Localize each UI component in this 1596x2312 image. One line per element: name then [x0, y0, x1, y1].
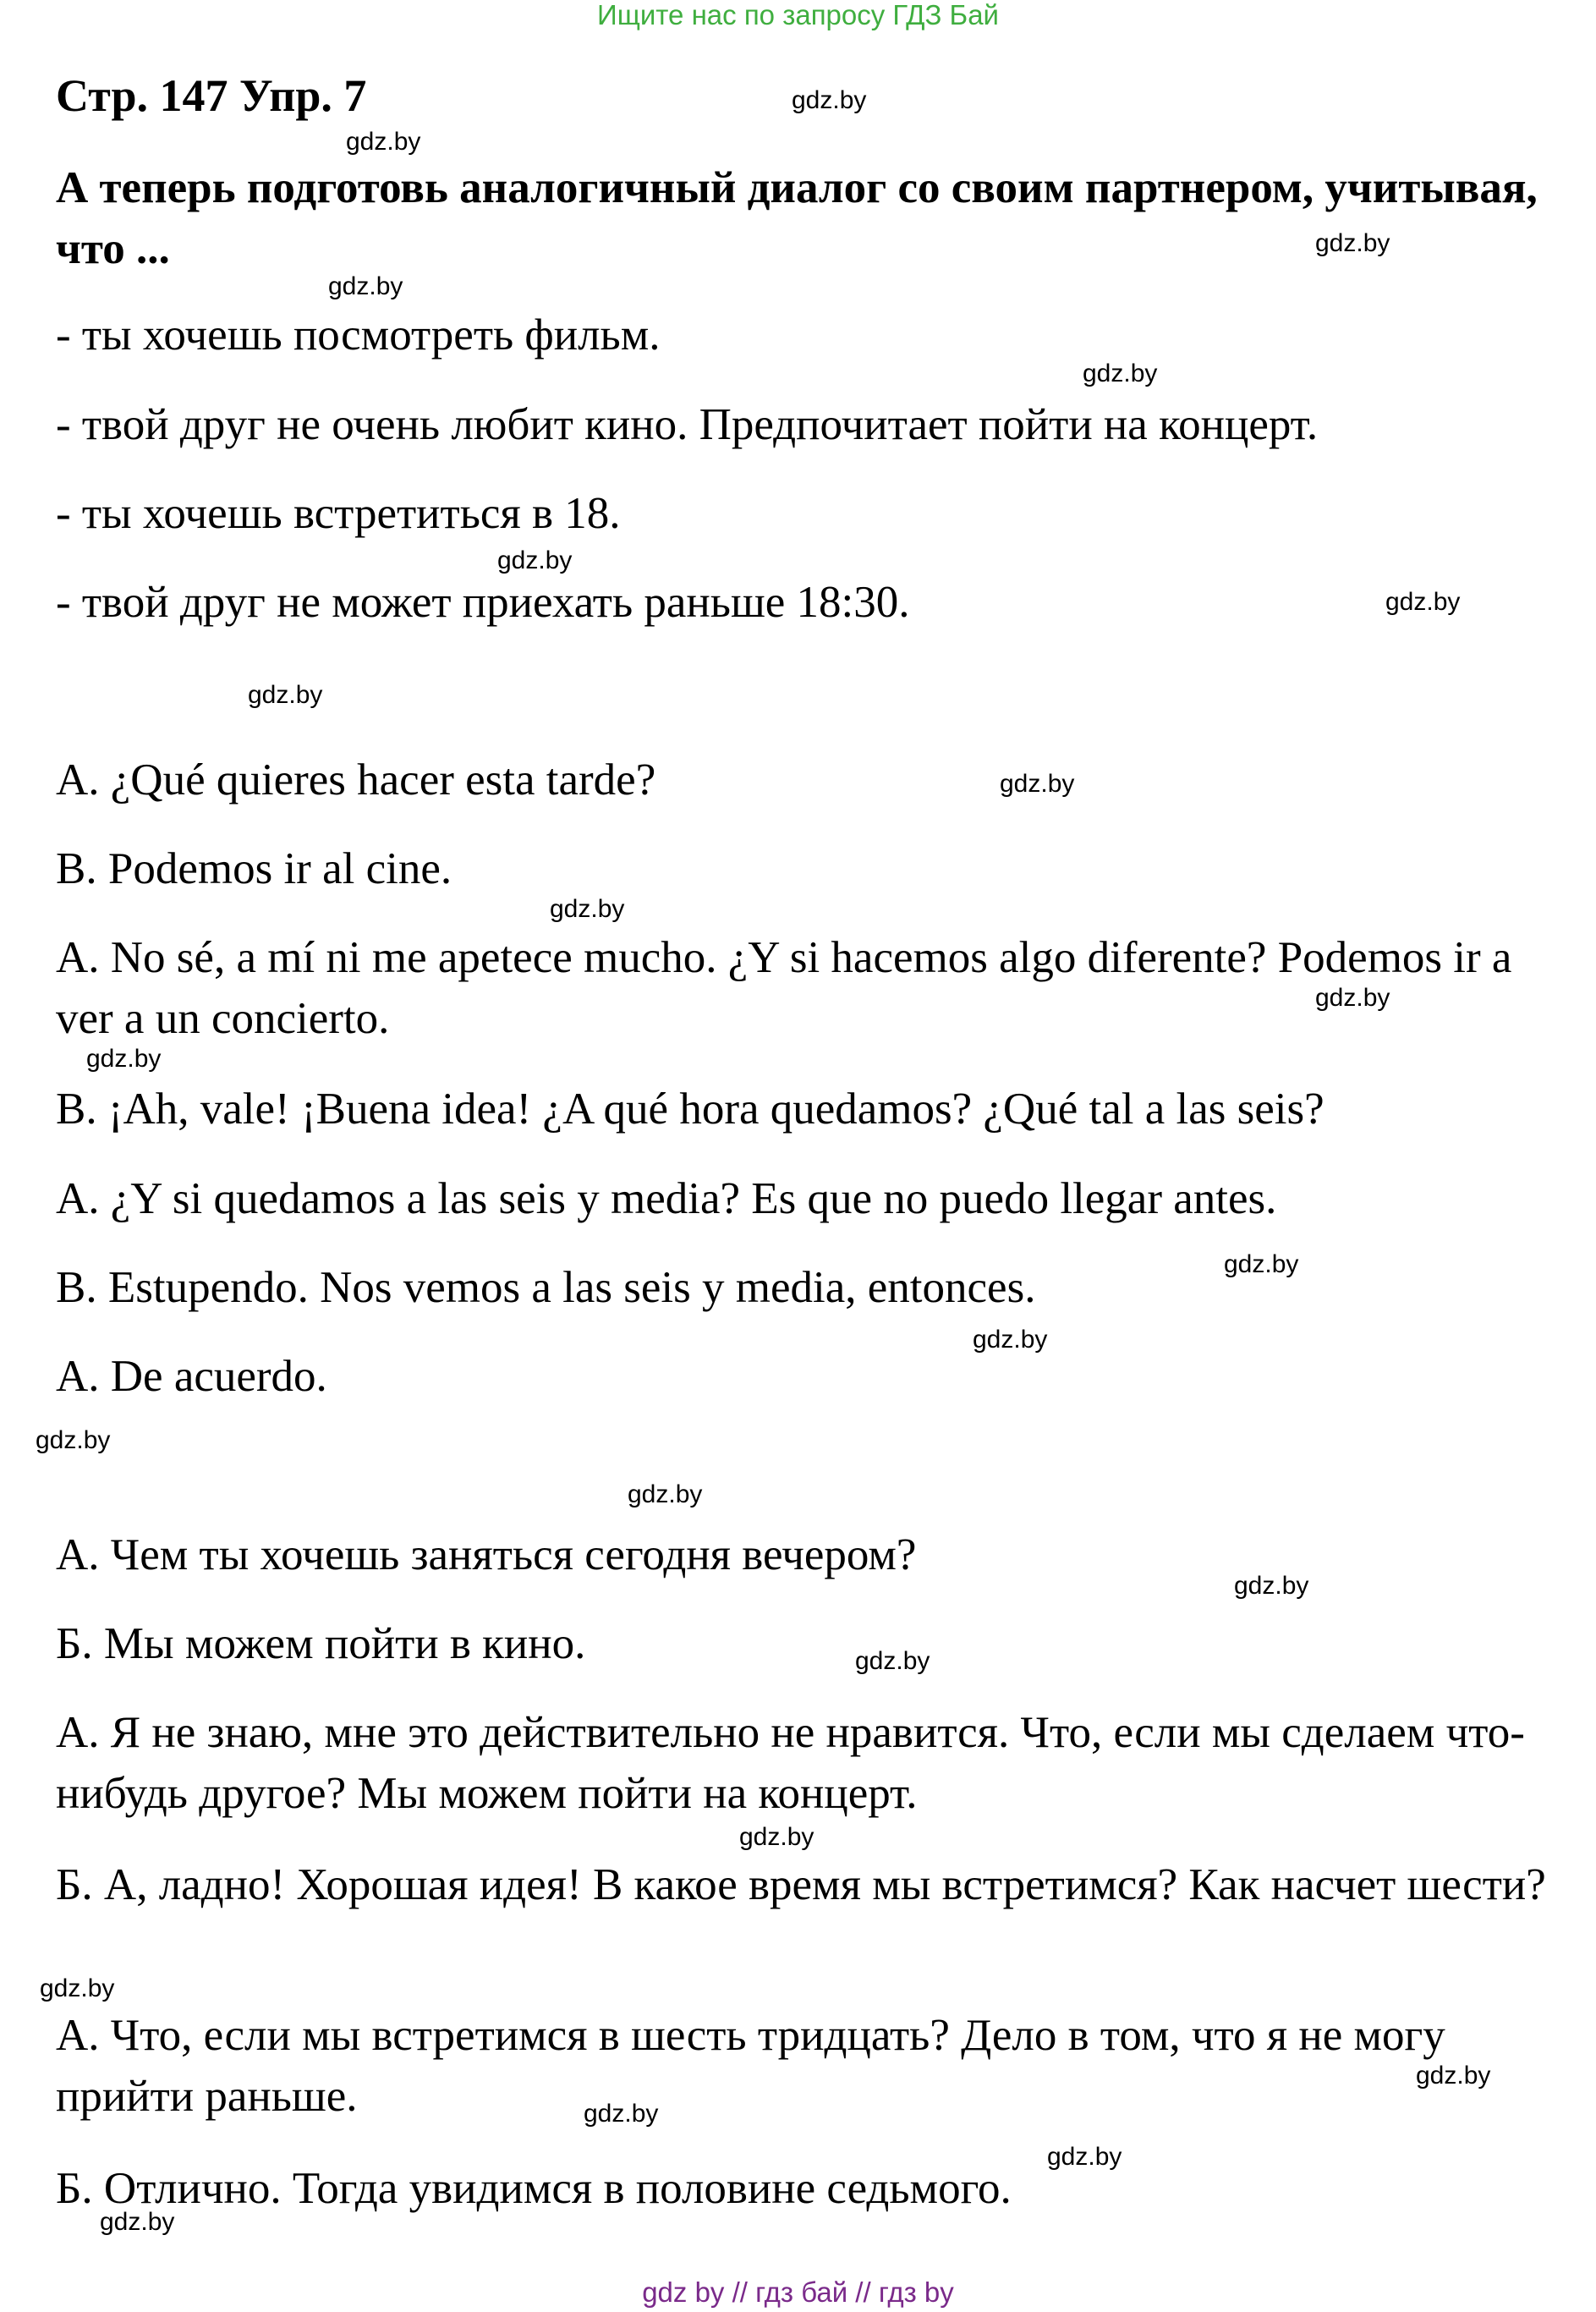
watermark: gdz.by — [328, 272, 403, 300]
condition-4: - твой друг не может приехать раньше 18:30. — [56, 578, 910, 627]
watermark: gdz.by — [346, 128, 421, 156]
watermark: gdz.by — [1047, 2143, 1122, 2171]
watermark: gdz.by — [40, 1974, 115, 2002]
dialog-ru-line-5: А. Что, если мы встретимся в шесть тридцать? Дело в том, что я не могу прийти раньше. — [56, 2011, 1445, 2121]
dialog-es-line-3: A. No sé, a mí ni me apetece mucho. ¿Y si hacemos algo diferente? Podemos ir a ver a un concierto. — [56, 933, 1512, 1043]
watermark: gdz.by — [1385, 588, 1461, 616]
watermark: gdz.by — [584, 2100, 659, 2128]
dialog-ru-line-3: А. Я не знаю, мне это действительно не нравится. Что, если мы сделаем что-нибудь другое? Мы можем пойти на концерт. — [56, 1708, 1525, 1818]
dialog-es-line-4: B. ¡Ah, vale! ¡Buena idea! ¿A qué hora quedamos? ¿Qué tal a las seis? — [56, 1085, 1325, 1134]
dialog-es-line-5: A. ¿Y si quedamos a las seis y media? Es que no puedo llegar antes. — [56, 1174, 1277, 1223]
dialog-es-line-1: A. ¿Qué quieres hacer esta tarde? — [56, 755, 656, 805]
page-title: Стр. 147 Упр. 7 — [56, 70, 367, 121]
watermark: gdz.by — [1416, 2062, 1491, 2090]
watermark: gdz.by — [855, 1647, 930, 1675]
dialog-es-line-6: B. Estupendo. Nos vemos a las seis y media, entonces. — [56, 1263, 1036, 1312]
watermark: gdz.by — [100, 2208, 175, 2236]
watermark: gdz.by — [86, 1045, 162, 1073]
watermark: gdz.by — [1000, 770, 1075, 798]
dialog-ru-line-6: Б. Отлично. Тогда увидимся в половине седьмого. — [56, 2164, 1012, 2213]
watermark: gdz.by — [1234, 1572, 1309, 1600]
watermark: gdz.by — [36, 1426, 111, 1454]
footer: gdz by // гдз бай // гдз by — [642, 2276, 954, 2308]
watermark: gdz.by — [739, 1823, 814, 1851]
condition-1: - ты хочешь посмотреть фильм. — [56, 310, 661, 360]
watermark: gdz.by — [1224, 1250, 1299, 1278]
task-text: А теперь подготовь аналогичный диалог со своим партнером, учитывая, что ... — [56, 163, 1538, 273]
dialog-es-line-7: A. De acuerdo. — [56, 1352, 327, 1401]
watermark: gdz.by — [248, 681, 323, 709]
condition-2: - твой друг не очень любит кино. Предпочитает пойти на концерт. — [56, 400, 1319, 449]
watermark: gdz.by — [1315, 984, 1390, 1012]
watermark: gdz.by — [628, 1480, 703, 1508]
watermark: gdz.by — [1315, 229, 1390, 257]
watermark: gdz.by — [497, 546, 573, 574]
watermark: gdz.by — [973, 1326, 1048, 1354]
dialog-es-line-2: B. Podemos ir al cine. — [56, 844, 452, 893]
dialog-ru-line-2: Б. Мы можем пойти в кино. — [56, 1619, 586, 1668]
top-banner: Ищите нас по запросу ГДЗ Бай — [597, 0, 999, 30]
condition-3: - ты хочешь встретиться в 18. — [56, 489, 621, 538]
dialog-ru-line-1: А. Чем ты хочешь заняться сегодня вечером? — [56, 1530, 917, 1579]
watermark: gdz.by — [550, 895, 625, 923]
watermark: gdz.by — [792, 86, 867, 114]
dialog-ru-line-4: Б. А, ладно! Хорошая идея! В какое время мы встретимся? Как насчет шести? — [56, 1860, 1546, 1909]
watermark: gdz.by — [1083, 360, 1158, 387]
